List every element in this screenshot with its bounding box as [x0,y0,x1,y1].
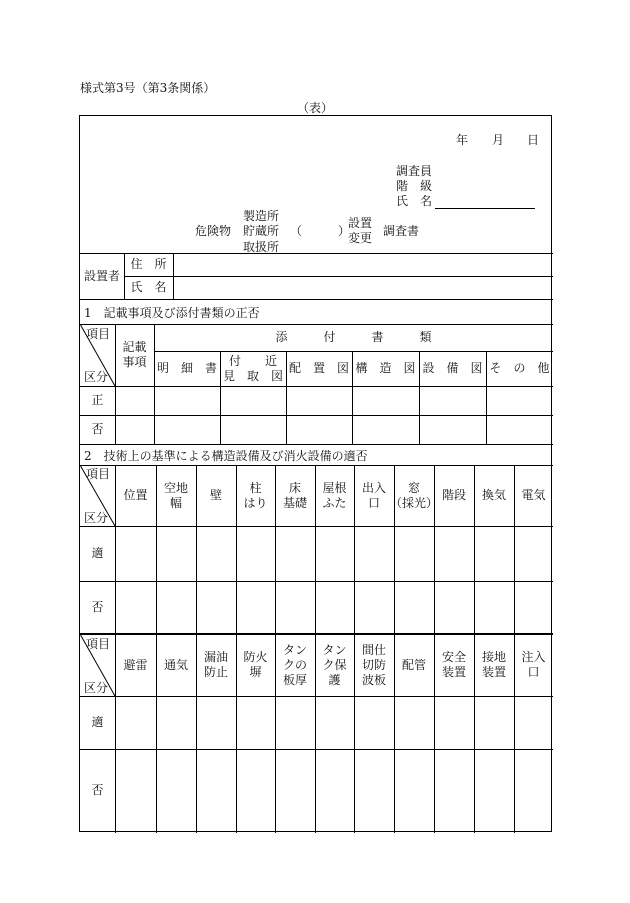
facility-handling: 取扱所 [243,240,280,254]
section1-col-3: 構 造 図 [355,361,416,375]
s2a-row-suitable: 適 [91,546,104,560]
form-label: 様式第3号（第3条関係） [80,81,216,95]
s2a-col-1: 空地 幅 [163,480,188,510]
hazard-label: 危険物 [195,224,232,238]
form-subtitle: （表） [296,101,333,115]
section1-title: 1 記載事項及び添付書類の正否 [84,306,260,320]
s2b-col-7: 配管 [401,657,426,672]
section1-col-2: 配 置 図 [288,361,349,375]
s2b-col-1: 通気 [163,657,188,672]
section2a-division-label: 区分 [84,511,109,525]
section1-attached-header: 添 付 書 類 [275,330,432,344]
section2a-item-label: 項目 [86,467,111,481]
s2b-row-suitable: 適 [91,715,104,729]
s2b-col-8: 安全 装置 [441,650,466,679]
s2b-col-2: 漏油 防止 [203,650,228,679]
report-label: 調査書 [383,224,420,238]
s2a-col-9: 換気 [481,488,506,502]
section2b-item-label: 項目 [86,637,111,651]
section1-col-4: 設 備 図 [422,361,483,375]
facility-storage: 貯蔵所 [243,224,280,238]
day-label: 日 [527,133,540,147]
facility-manufacture: 製造所 [243,209,280,223]
name-underline [435,208,535,209]
form-frame [79,115,552,832]
facility-paren: （ ） [290,224,351,238]
section1-col-0: 明 細 書 [156,361,217,375]
section1-row-incorrect: 否 [91,422,104,436]
s2b-col-3: 防火 塀 [243,650,268,679]
s2a-row-unsuitable: 否 [91,599,104,614]
s2a-col-7: 窓 （採光） [390,480,439,510]
s2a-col-10: 電気 [521,488,546,502]
name-label: 氏 名 [396,194,433,208]
section2b-division-label: 区分 [84,681,109,695]
s2b-row-unsuitable: 否 [91,783,104,797]
installer-label: 設置者 [83,268,120,283]
s2b-col-9: 接地 装置 [481,650,506,679]
install-label: 設置 [348,216,373,230]
s2a-col-6: 出入 口 [361,480,386,510]
month-label: 月 [492,133,505,147]
s2b-col-0: 避雷 [123,657,148,672]
s2b-col-5: タン ク保 護 [322,642,347,687]
s2a-col-3: 柱 はり [243,480,268,510]
s2a-col-0: 位置 [123,488,148,502]
section1-entry-header: 記載事項 [122,340,147,369]
rank-label: 階 級 [396,179,433,193]
s2b-col-6: 間仕 切防 波板 [361,642,386,687]
s2a-col-5: 屋根 ふた [322,480,347,510]
change-label: 変更 [348,231,373,245]
s2b-col-4: タン クの 板厚 [282,642,307,687]
section1-row-correct: 正 [91,393,104,407]
s2a-col-8: 階段 [441,488,466,502]
investigator-label: 調査員 [396,164,433,178]
section1-division-label: 区分 [84,370,109,384]
s2b-col-10: 注入 口 [521,650,546,679]
section2-title: 2 技術上の基準による構造設備及び消火設備の適否 [84,449,368,463]
year-label: 年 [456,133,469,147]
installer-address-label: 住 所 [130,257,167,271]
installer-name-label: 氏 名 [130,280,167,294]
section1-item-label: 項目 [86,327,111,341]
s2a-col-2: 壁 [209,488,222,502]
section1-col-1: 付 近 見 取 図 [222,353,283,383]
section1-col-5: そ の 他 [489,361,550,375]
s2a-col-4: 床 基礎 [282,480,307,510]
